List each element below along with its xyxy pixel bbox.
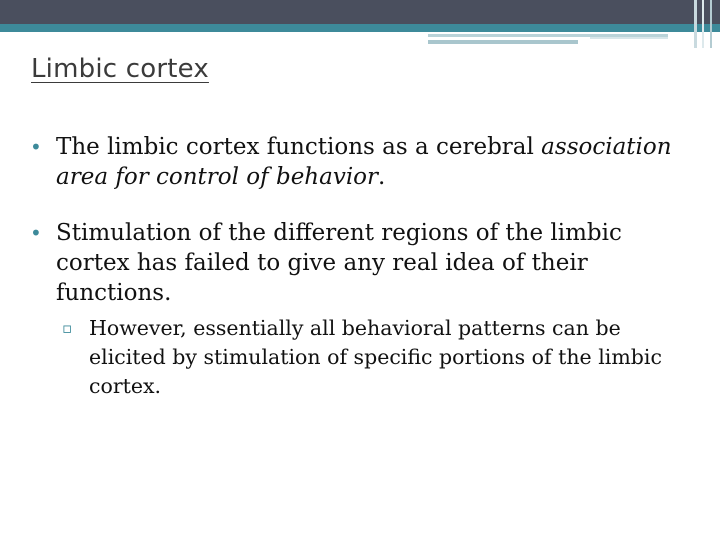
bullet-dot-icon: •: [30, 135, 42, 159]
slide-title: Limbic cortex: [31, 54, 209, 84]
decorative-vertical-line: [702, 0, 704, 48]
square-bullet-icon: ▫: [62, 319, 73, 337]
bullet-text: The limbic cortex functions as a cerebral: [56, 134, 542, 160]
bullet-item: [30, 218, 690, 308]
sub-bullet-text: However, essentially all behavioral patterns can be elicited by stimulation of specific portions of the limbic cortex.: [89, 316, 662, 398]
bullet-text: Stimulation of the different regions of the limbic cortex has failed to give any real idea of their functions.: [56, 220, 622, 306]
bullet-text-italic: association area for control of behavior: [56, 134, 672, 190]
header-band: [0, 0, 720, 24]
header-accent-band: [0, 24, 720, 32]
bullet-text-end: .: [378, 164, 386, 190]
decorative-stripe: [428, 40, 578, 44]
bullet-item: [30, 132, 690, 192]
decorative-vertical-line: [710, 0, 712, 48]
decorative-stripe: [590, 37, 668, 39]
bullet-dot-icon: •: [30, 221, 42, 245]
slide-body: [30, 132, 690, 401]
decorative-vertical-line: [694, 0, 697, 48]
sub-bullet-item: [62, 314, 690, 401]
